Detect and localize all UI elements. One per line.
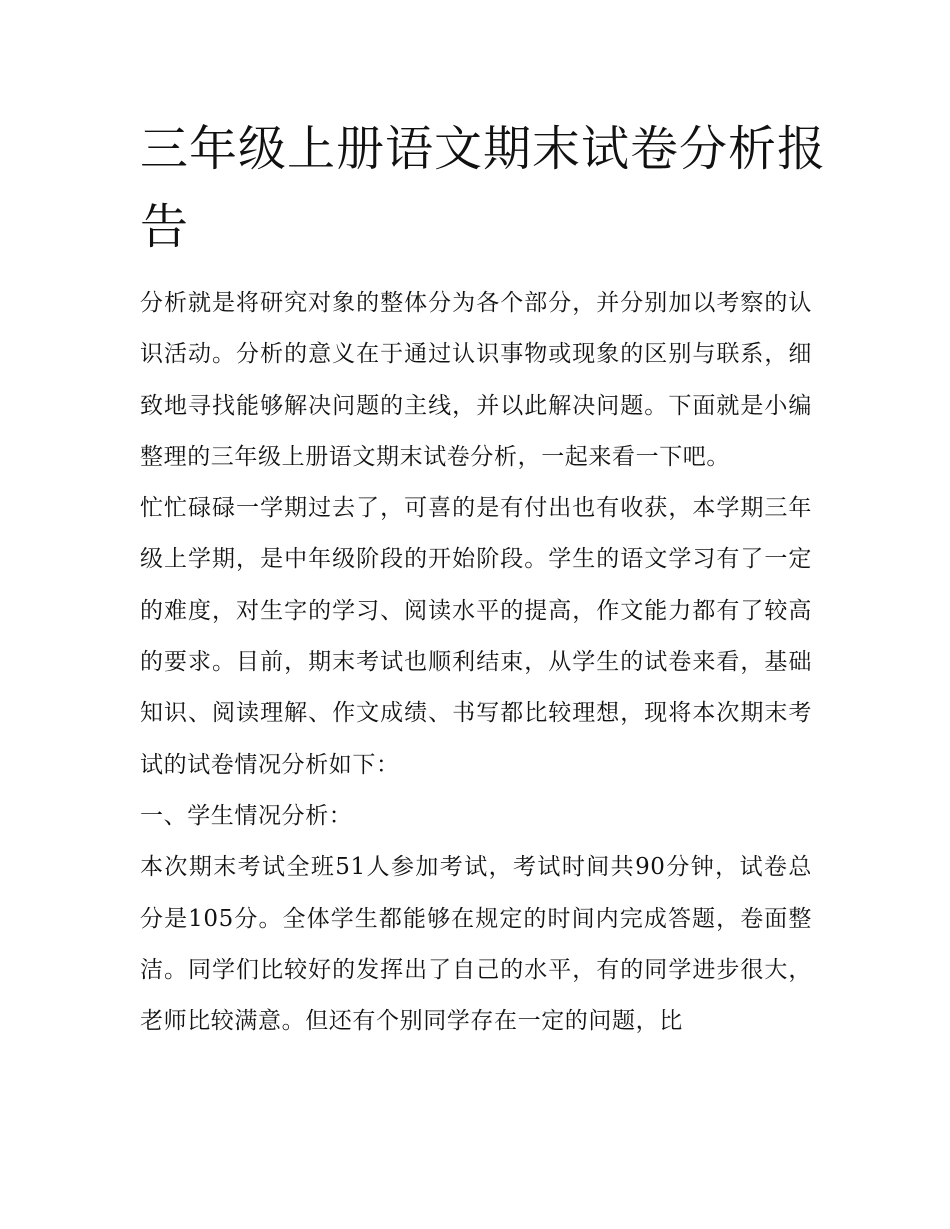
document-title: 三年级上册语文期末试卷分析报告 — [140, 121, 827, 255]
overview-paragraph: 忙忙碌碌一学期过去了，可喜的是有付出也有收获，本学期三年级上学期，是中年级阶段的开始阶段。学生的语文学习有了一定的难度，对生字的学习、阅读水平的提高，作文能力都有了较高的要求。目前，期末考试也顺利结束，从学生的试卷来看，基础知识、阅读理解、作文成绩、书写都比较理想，现将本次期末考试的试卷情况分析如下： — [140, 495, 812, 778]
student-analysis-paragraph: 本次期末考试全班51人参加考试，考试时间共90分钟，试卷总分是105分。全体学生都能够在规定的时间内完成答题，卷面整洁。同学们比较好的发挥出了自己的水平，有的同学进步很大，老师比较满意。但还有个别同学存在一定的问题，比 — [140, 854, 812, 1035]
section-heading: 一、学生情况分析： — [140, 802, 353, 829]
document-body — [140, 278, 812, 1047]
intro-paragraph: 分析就是将研究对象的整体分为各个部分，并分别加以考察的认识活动。分析的意义在于通过认识事物或现象的区别与联系，细致地寻找能够解决问题的主线，并以此解决问题。下面就是小编整理的三年级上册语文期末试卷分析，一起来看一下吧。 — [140, 290, 812, 470]
